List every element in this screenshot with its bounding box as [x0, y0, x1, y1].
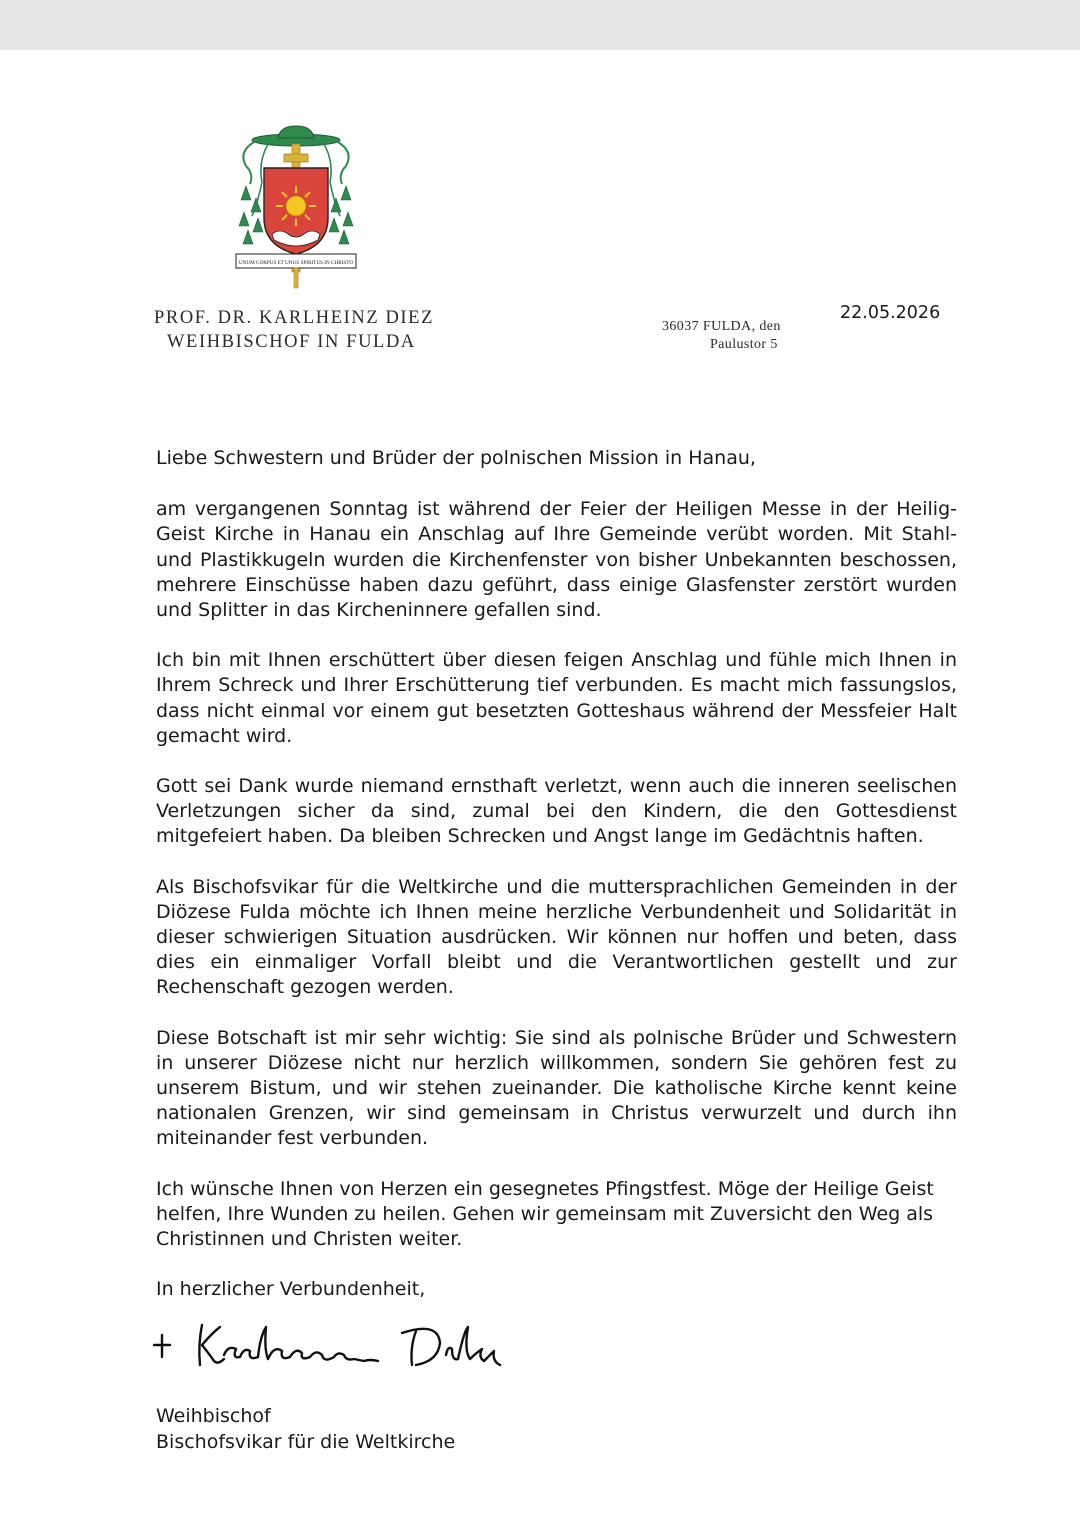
paragraph-4: Als Bischofsvikar für die Weltkirche und die muttersprachlichen Gemeinden in der Diözese Fulda möchte ich Ihnen meine herzliche Verbundenheit und Solidarität in dieser schwierigen Situation ausdrücken. Wir können nur hoffen und beten, dass dies ein einmaliger Vorfall bleibt und die Verantwortlichen gestellt und zur Rechenschaft gezogen werden. — [156, 875, 957, 999]
letter-date: 22.05.2026 — [840, 303, 941, 323]
paragraph-6: Ich wünsche Ihnen von Herzen ein gesegnetes Pfingstfest. Möge der Heilige Geist helfen, Ihre Wunden zu heilen. Gehen wir gemeinsam mit Zuversicht den Weg als Christinnen und Christen weiter. — [156, 1177, 934, 1251]
motto-text: UNUM CORPUS ET UNUS SPIRITUS IN CHRISTO — [238, 260, 354, 266]
salutation: Liebe Schwestern und Brüder der polnischen Mission in Hanau, — [156, 447, 756, 469]
address-city: 36037 FULDA, den — [662, 319, 781, 334]
address-street: Paulustor 5 — [710, 337, 778, 352]
paragraph-5: Diese Botschaft ist mir sehr wichtig: Sie sind als polnische Brüder und Schwestern in unserer Diözese nicht nur herzlich willkommen, sondern Sie gehören fest zu unserem Bistum, und wir stehen zueinander. Die katholische Kirche kennt keine nationalen Grenzen, wir sind gemeinsam in Christus verwurzelt und durch ihn miteinander fest verbunden. — [156, 1026, 957, 1150]
handwritten-signature — [148, 1315, 508, 1375]
paragraph-3: Gott sei Dank wurde niemand ernsthaft verletzt, wenn auch die inneren seelischen Verletzungen sicher da sind, zumal bei den Kindern, die den Gottesdienst mitgefeiert haben. Da bleiben Schrecken und Angst lange im Gedächtnis haften. — [156, 775, 957, 848]
top-gray-strip — [0, 0, 1080, 50]
signer-title-1: Weihbischof — [156, 1405, 271, 1427]
signer-title-2: Bischofsvikar für die Weltkirche — [156, 1430, 456, 1453]
sender-name: PROF. DR. KARLHEINZ DIEZ — [154, 308, 434, 328]
address-block — [662, 318, 781, 354]
signer-titles — [156, 1404, 455, 1455]
sender-title: WEIHBISCHOF IN FULDA — [167, 332, 416, 352]
closing-line: In herzlicher Verbundenheit, — [156, 1278, 426, 1300]
paragraph-2: Ich bin mit Ihnen erschüttert über diesen feigen Anschlag und fühle mich Ihnen in Ihrem Schreck und Ihrer Erschütterung tief verbunden. Es macht mich fassungslos, dass nicht einmal vor einem gut besetzten Gotteshaus während der Messfeier Halt gemacht wird. — [156, 649, 957, 747]
letter-body — [156, 446, 957, 1277]
paragraph-1: am vergangenen Sonntag ist während der Feier der Heiligen Messe in der Heilig-Geist Kirche in Hanau ein Anschlag auf Ihre Gemeinde verübt worden. Mit Stahl- und Plastikkugeln wurden die Kirchenfenster von bisher Unbekannten beschossen, mehrere Einschüsse haben dazu geführt, dass einige Glasfenster zerstört wurden und Splitter in das Kircheninnere gefallen sind. — [156, 498, 957, 622]
coat-of-arms-icon — [228, 122, 364, 294]
sender-block — [154, 306, 434, 354]
